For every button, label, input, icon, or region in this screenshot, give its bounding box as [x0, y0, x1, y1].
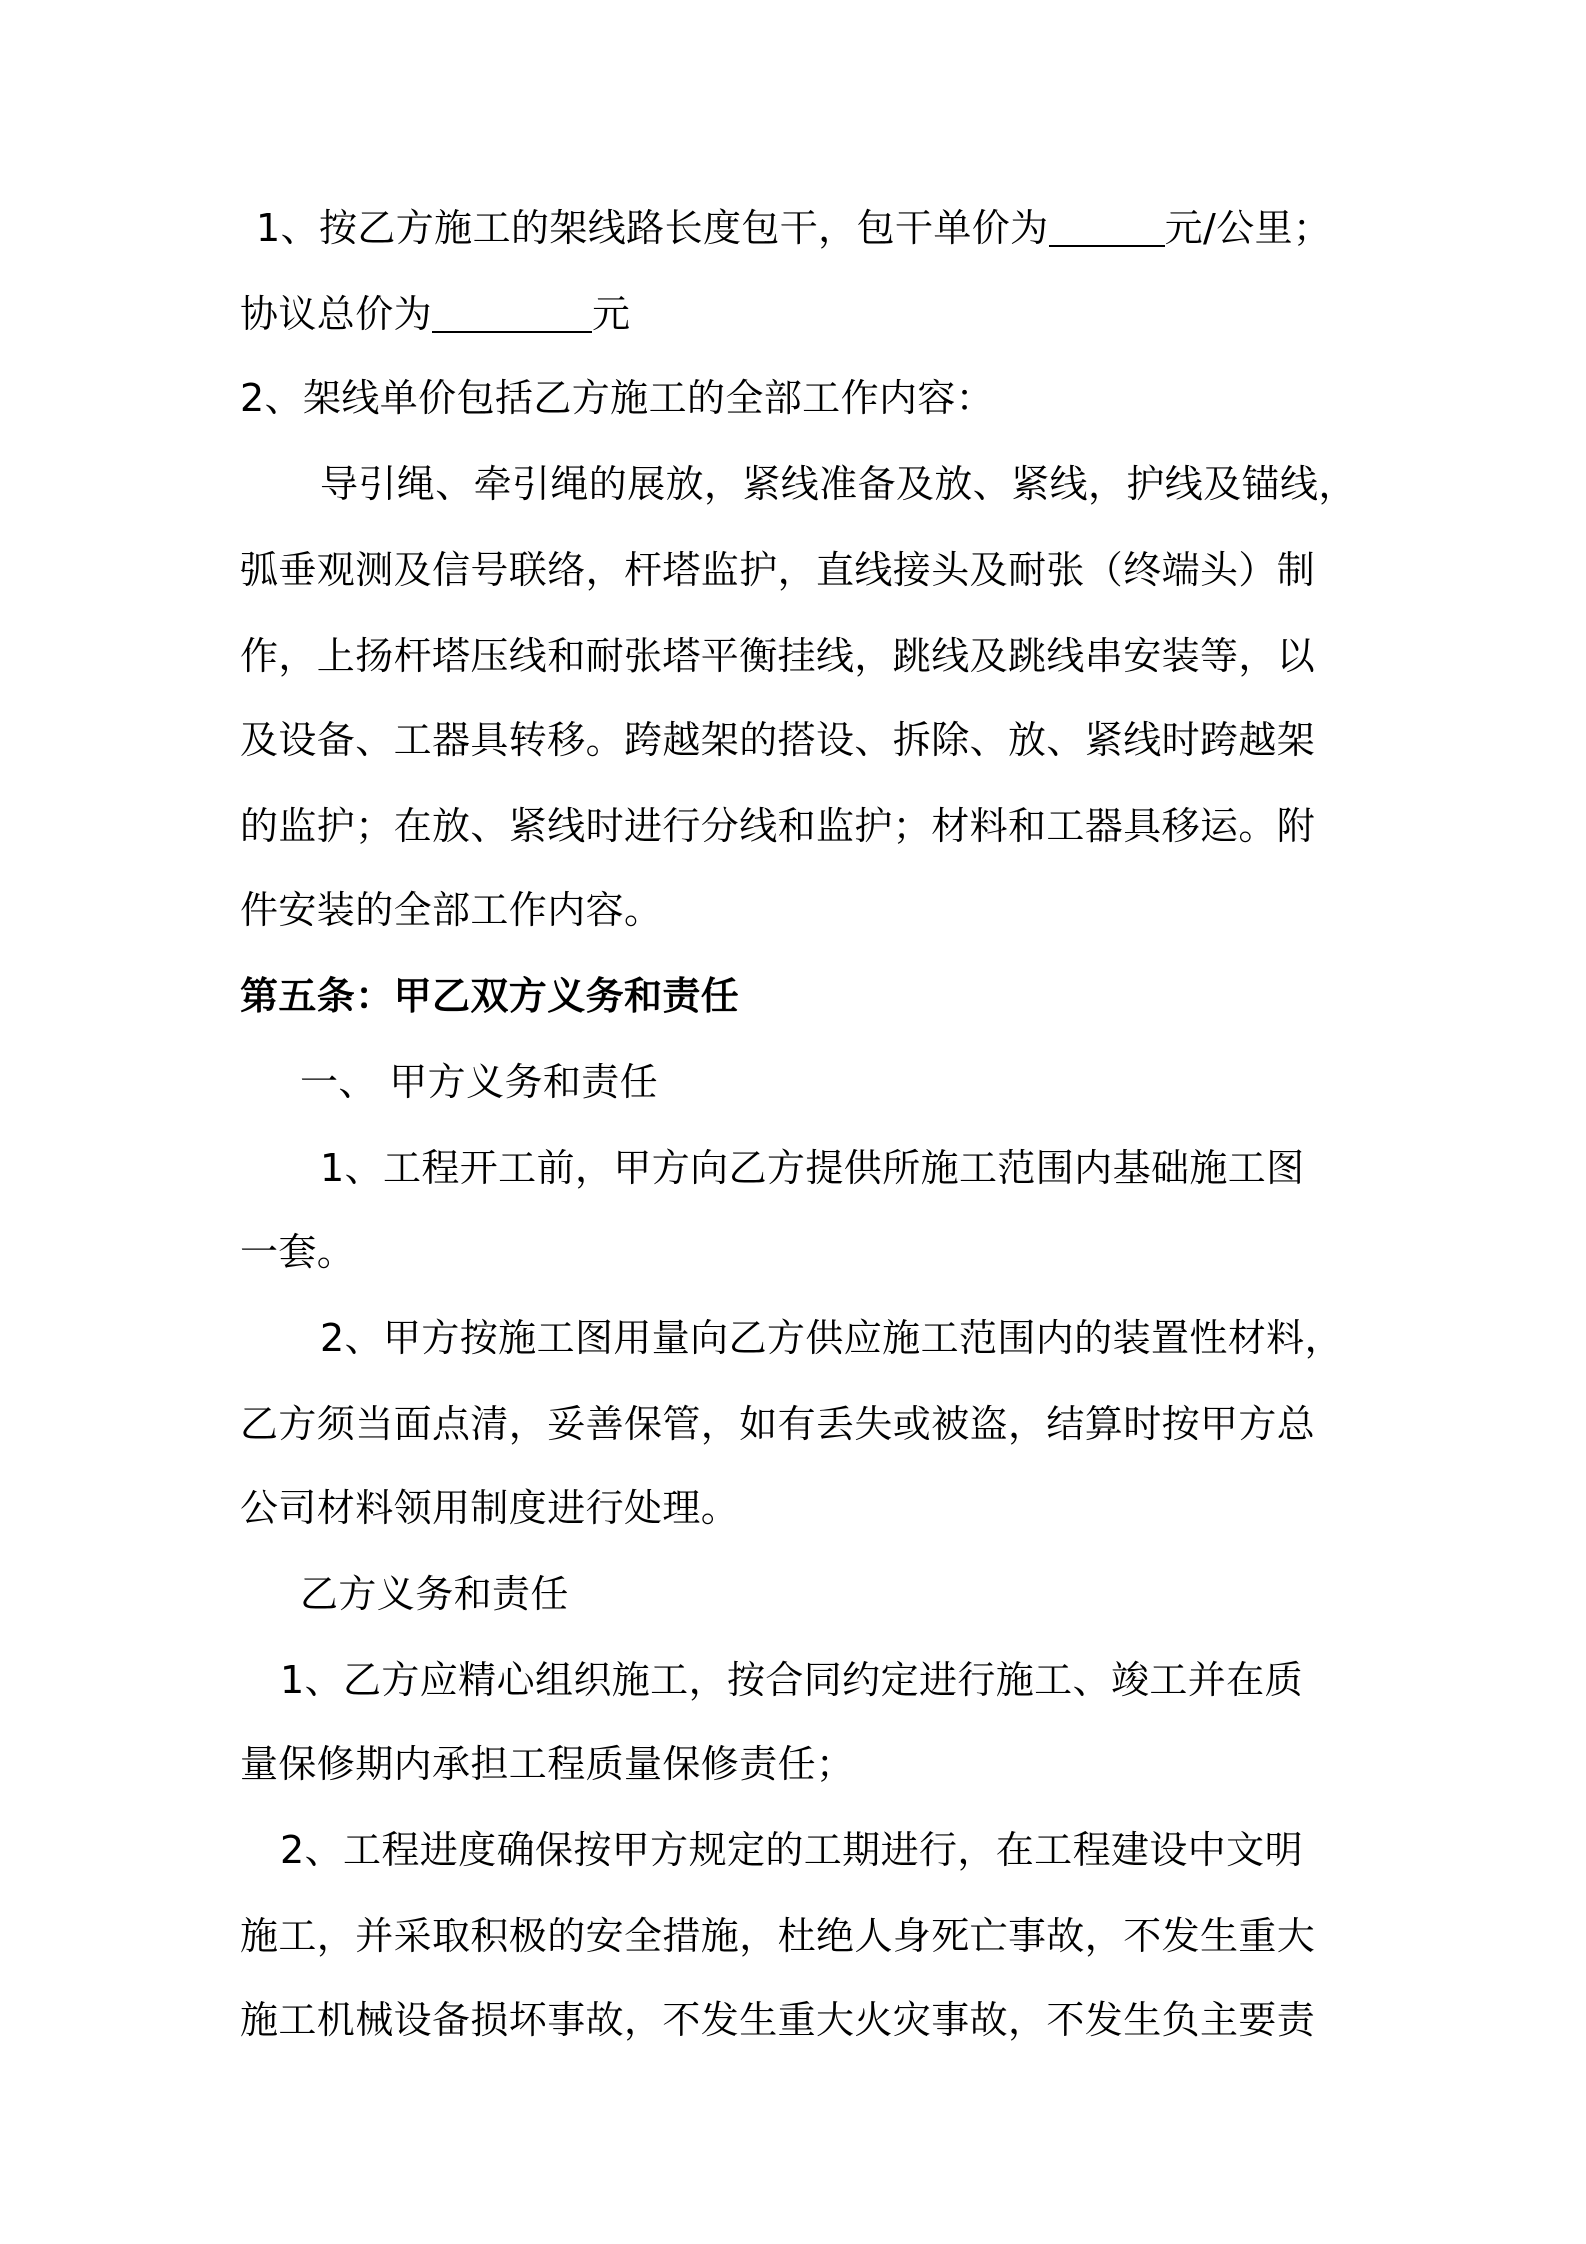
- total-price-unit: 元: [592, 292, 631, 336]
- paragraph-line: 1、乙方应精心组织施工，按合同约定进行施工、竣工并在质: [280, 1658, 1303, 1702]
- paragraph-line: 的监护；在放、紧线时进行分线和监护；材料和工器具移运。附: [240, 804, 1316, 848]
- paragraph-line: 导引绳、牵引绳的展放，紧线准备及放、紧线，护线及锚线，: [320, 462, 1357, 506]
- paragraph-line: 2、甲方按施工图用量向乙方供应施工范围内的装置性材料，: [320, 1316, 1343, 1360]
- section-party-a-heading: 一、 甲方义务和责任: [300, 1060, 659, 1104]
- clause-1-total-price: [240, 290, 1360, 338]
- article-5-heading: 第五条：甲乙双方义务和责任: [240, 974, 740, 1018]
- paragraph-line: 2、工程进度确保按甲方规定的工期进行，在工程建设中文明: [280, 1828, 1303, 1872]
- paragraph-line: 一套。: [240, 1230, 356, 1274]
- paragraph-line: 乙方须当面点清，妥善保管，如有丢失或被盗，结算时按甲方总: [240, 1402, 1316, 1446]
- paragraph-line: 施工，并采取积极的安全措施，杜绝人身死亡事故，不发生重大: [240, 1914, 1316, 1958]
- clause-1-text-before: 1、按乙方施工的架线路长度包干，包干单价为: [256, 206, 1049, 250]
- unit-price-blank: [1049, 205, 1165, 247]
- paragraph-line: 量保修期内承担工程质量保修责任；: [240, 1742, 855, 1786]
- paragraph-line: 作，上扬杆塔压线和耐张塔平衡挂线，跳线及跳线串安装等，以: [240, 634, 1316, 678]
- paragraph-line: 及设备、工器具转移。跨越架的搭设、拆除、放、紧线时跨越架: [240, 718, 1316, 762]
- total-price-blank: [432, 291, 592, 333]
- paragraph-line: 件安装的全部工作内容。: [240, 888, 663, 932]
- total-price-label: 协议总价为: [240, 292, 433, 336]
- section-party-b-heading: 乙方义务和责任: [300, 1572, 569, 1616]
- clause-1-text-after: 元/公里；: [1164, 206, 1332, 250]
- paragraph-line: 公司材料领用制度进行处理。: [240, 1486, 740, 1530]
- paragraph-line: 施工机械设备损坏事故，不发生重大火灾事故，不发生负主要责: [240, 1998, 1316, 2042]
- paragraph-line: 弧垂观测及信号联络，杆塔监护，直线接头及耐张（终端头）制: [240, 548, 1316, 592]
- clause-2-heading: 2、架线单价包括乙方施工的全部工作内容：: [240, 376, 995, 420]
- clause-1-unit-price: [256, 204, 1376, 252]
- paragraph-line: 1、工程开工前，甲方向乙方提供所施工范围内基础施工图: [320, 1146, 1305, 1190]
